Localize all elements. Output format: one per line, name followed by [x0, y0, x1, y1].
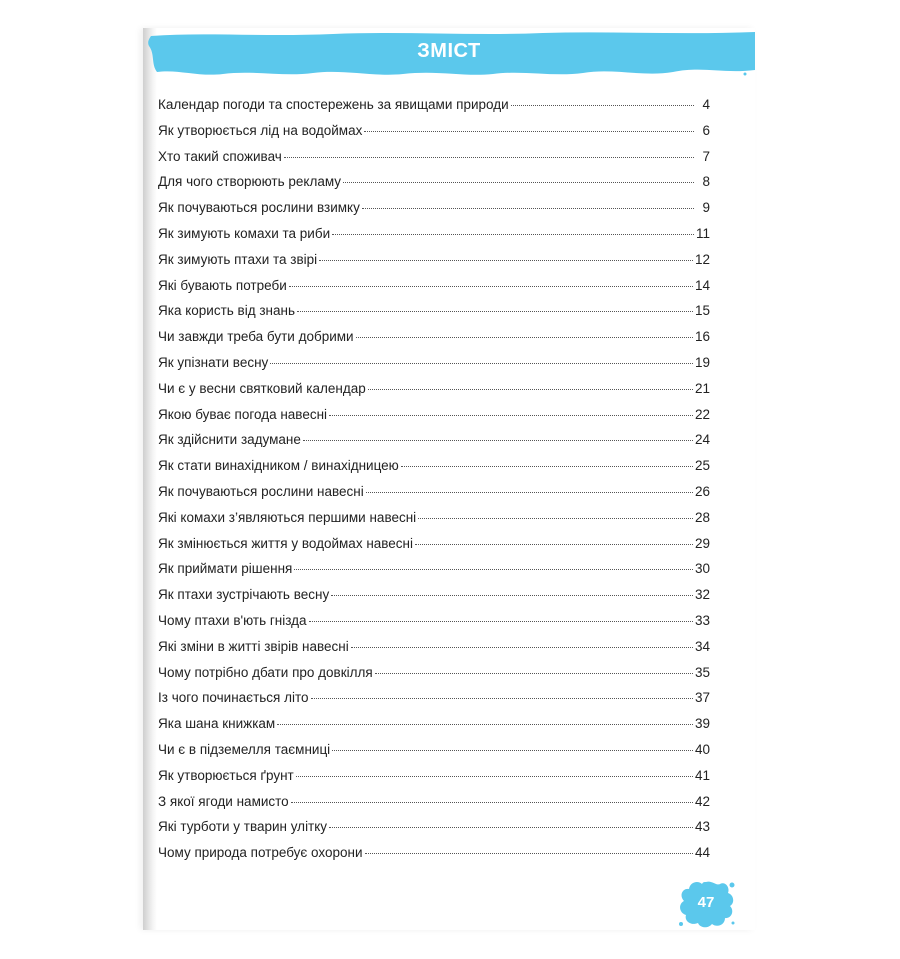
dot-leader [284, 157, 694, 158]
dot-leader [511, 105, 694, 106]
toc-entry-page: 12 [694, 251, 710, 267]
toc-entry [158, 561, 710, 587]
toc-entry-title: Чому природа потребує охорони [158, 845, 363, 861]
dot-leader [329, 415, 693, 416]
dot-leader [364, 131, 694, 132]
toc-entry-page: 37 [694, 690, 710, 706]
dot-leader [294, 569, 693, 570]
dot-leader [309, 621, 693, 622]
toc-entry-title: Як приймати рішення [158, 561, 293, 577]
toc-entry [158, 742, 710, 768]
toc-entry-page: 25 [694, 458, 710, 474]
toc-entry [158, 845, 710, 871]
toc-entry-title: Як почуваються рослини взимку [158, 200, 360, 216]
toc-entry-title: Чому птахи в'ють гнізда [158, 612, 307, 628]
toc-entry-title: Чи є у весни святковий календар [158, 380, 366, 396]
toc-entry-title: Як птахи зустрічають весну [158, 587, 330, 603]
toc-entry [158, 639, 710, 665]
toc-entry [158, 407, 710, 433]
dot-leader [297, 311, 693, 312]
dot-leader [296, 776, 693, 777]
toc-entry-page: 8 [702, 174, 710, 190]
toc-entry [158, 458, 710, 484]
toc-entry [158, 200, 710, 226]
toc-entry [158, 226, 710, 252]
dot-leader [332, 234, 694, 235]
dot-leader [332, 750, 693, 751]
toc-entry-title: Як почуваються рослини навесні [158, 483, 364, 499]
toc-entry [158, 716, 710, 742]
toc-entry-page: 44 [694, 845, 710, 861]
dot-leader [277, 724, 693, 725]
toc-entry-title: Яка користь від знань [158, 303, 295, 319]
toc-entry-title: З якої ягоди намисто [158, 793, 289, 809]
toc-entry [158, 252, 710, 278]
toc-entry-title: Як змінюється життя у водоймах навесні [158, 535, 414, 551]
toc-entry [158, 510, 710, 536]
toc-entry [158, 97, 710, 123]
toc-entry-page: 4 [702, 97, 710, 112]
toc-entry-page: 42 [694, 793, 710, 809]
dot-leader [368, 389, 693, 390]
dot-leader [418, 518, 693, 519]
toc-entry [158, 149, 710, 175]
dot-leader [270, 363, 693, 364]
dot-leader [366, 492, 693, 493]
toc-entry-title: Як стати винахідником / винахідницею [158, 458, 399, 474]
toc-entry-title: Які комахи з’являються першими навесні [158, 509, 417, 525]
toc-entry-title: Як здійснити задумане [158, 432, 301, 448]
toc-entry-title: Як зимують птахи та звірі [158, 251, 318, 267]
toc-entry-title: Які зміни в житті звірів навесні [158, 638, 349, 654]
page-binding-shadow [143, 28, 157, 930]
toc-entry-title: Чому потрібно дбати про довкілля [158, 664, 373, 680]
toc-entry-title: Як утворюється лід на водоймах [158, 122, 363, 138]
toc-entry-title: Яка шана книжкам [158, 716, 276, 732]
dot-leader [303, 440, 693, 441]
toc-entry-title: Як зимують комахи та риби [158, 225, 331, 241]
dot-leader [329, 827, 693, 828]
toc-entry-title: Із чого починається літо [158, 690, 309, 706]
toc-entry-page: 41 [694, 767, 710, 783]
toc-entry-page: 35 [694, 664, 710, 680]
toc-entry-page: 6 [702, 122, 710, 138]
toc-entry-page: 43 [694, 819, 710, 835]
toc-entry [158, 174, 710, 200]
dot-leader [289, 286, 693, 287]
dot-leader [343, 182, 694, 183]
toc-entry-page: 29 [694, 535, 710, 551]
dot-leader [375, 673, 693, 674]
toc-entry [158, 278, 710, 304]
toc-entry-page: 14 [694, 277, 710, 293]
page-number: 47 [697, 894, 715, 911]
toc-entry [158, 665, 710, 691]
dot-leader [331, 595, 693, 596]
toc-entry-title: Чи є в підземелля таємниці [158, 741, 331, 757]
toc-entry [158, 329, 710, 355]
toc-entry [158, 690, 710, 716]
toc-entry-page: 26 [694, 483, 710, 499]
toc-entry-title: Які турботи у тварин улітку [158, 819, 328, 835]
dot-leader [291, 802, 693, 803]
toc-entry-page: 22 [694, 406, 710, 422]
toc-entry [158, 587, 710, 613]
toc-entry [158, 432, 710, 458]
toc-entry [158, 355, 710, 381]
toc-entry-title: Хто такий споживач [158, 148, 282, 164]
page-number-badge [676, 876, 736, 930]
toc-entry-title: Як утворюється ґрунт [158, 767, 294, 783]
toc-entry [158, 303, 710, 329]
toc-entry-page: 30 [694, 561, 710, 577]
toc-entry [158, 768, 710, 794]
page-title: ЗМІСТ [417, 40, 481, 62]
dot-leader [356, 337, 693, 338]
toc-entry-page: 21 [694, 380, 710, 396]
toc-entry [158, 819, 710, 845]
toc-entry-title: Як упізнати весну [158, 354, 269, 370]
toc-entry [158, 381, 710, 407]
toc-entry-title: Календар погоди та спостережень за явищами природи [158, 97, 509, 112]
toc-entry-page: 19 [694, 354, 710, 370]
dot-leader [401, 466, 693, 467]
toc-entry [158, 536, 710, 562]
toc-entry-page: 28 [694, 509, 710, 525]
header-banner [143, 30, 755, 76]
toc-entry [158, 794, 710, 820]
toc-entry [158, 123, 710, 149]
toc-entry-title: Для чого створюють рекламу [158, 174, 342, 190]
dot-leader [365, 853, 693, 854]
toc-entry-page: 16 [694, 329, 710, 345]
dot-leader [415, 544, 693, 545]
toc-entry [158, 613, 710, 639]
toc-entry-page: 32 [694, 587, 710, 603]
toc-entry-page: 40 [694, 741, 710, 757]
toc-entry-page: 9 [702, 200, 710, 216]
dot-leader [311, 698, 693, 699]
toc-entry-page: 39 [694, 716, 710, 732]
dot-leader [351, 647, 693, 648]
toc-entry-page: 7 [702, 148, 710, 164]
toc-entry-title: Які бувають потреби [158, 277, 287, 293]
toc-entry-page: 11 [695, 225, 710, 241]
toc-entry [158, 484, 710, 510]
toc-entry-page: 33 [694, 612, 710, 628]
dot-leader [362, 208, 694, 209]
toc-entry-title: Якою буває погода навесні [158, 406, 328, 422]
toc-entry-page: 34 [694, 638, 710, 654]
toc-entry-page: 15 [694, 303, 710, 319]
dot-leader [319, 260, 693, 261]
table-of-contents [158, 97, 710, 871]
toc-entry-title: Чи завжди треба бути добрими [158, 329, 354, 345]
toc-entry-page: 24 [694, 432, 710, 448]
